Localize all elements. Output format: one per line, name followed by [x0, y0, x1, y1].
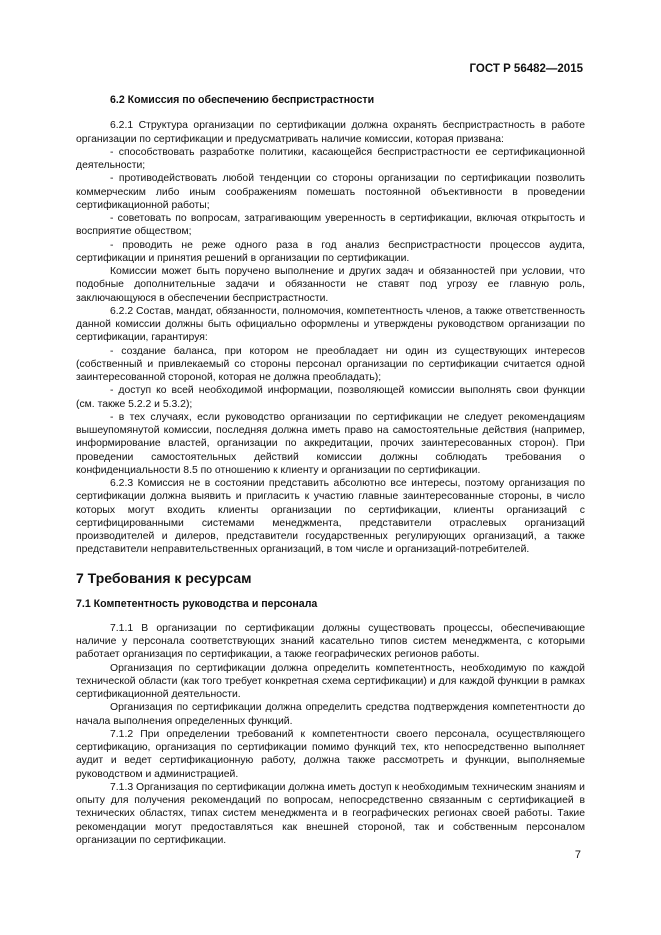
paragraph: 6.2.3 Комиссия не в состоянии представить абсолютно все интересы, поэтому организация по сертификации должна выявить и пригласить к участию главные заинтересованные стороны, в число которых могут входить клиенты организации по сертификации, клиенты организаций с сертифицированными системами менеджмента, представители отраслевых организаций производителей и дилеров, представители государственных регулирующих организаций, а также представители неправительственных организаций, в том числе и организаций-потребителей. [76, 478, 585, 556]
page-number: 7 [574, 849, 581, 861]
section-7-1-heading: 7.1 Компетентность руководства и персонала [76, 597, 318, 610]
paragraph: 7.1.3 Организация по сертификации должна иметь доступ к необходимым техническим знаниям и опыту для получения рекомендаций по вопросам, непосредственно связанным с сертификацией в технических областях, типах систем менеджмента и в географических регионах своей работы. Такие рекомендации могут предоставляться как внешней стороной, так и собственным персоналом организации по сертификации. [76, 781, 585, 846]
document-body [76, 94, 585, 847]
list-item: - доступ ко всей необходимой информации, позволяющей комиссии выполнять свои функции (см. также 5.2.2 и 5.3.2); [76, 385, 585, 410]
list-item: - создание баланса, при котором не преобладает ни один из существующих интересов (собственный и привлекаемый со стороны персонал организации по сертификации считается одной заинтересованной стороной, которая не должна преобладать); [76, 345, 585, 383]
paragraph: Комиссии может быть поручено выполнение и других задач и обязанностей при условии, что подобные дополнительные задачи и обязанности не ставят под угрозу ее главную роль, заключающуюся в обеспечении беспристрастности. [76, 266, 585, 304]
paragraph: 7.1.2 При определении требований к компетентности своего персонала, осуществляющего сертификацию, организация по сертификации помимо функций тех, кто непосредственно выполняет аудит и ведет сертификационную работу, должна также рассмотреть и функции, выполняемые руководством и администрацией. [76, 728, 585, 780]
section-6-2-heading: 6.2 Комиссия по обеспечению беспристрастности [110, 94, 375, 106]
list-item: - способствовать разработке политики, касающейся беспристрастности ее сертификационной деятельности; [76, 146, 585, 171]
paragraph: Организация по сертификации должна определить средства подтверждения компетентности до начала выполнения определенных функций. [76, 702, 585, 727]
list-item: - проводить не реже одного раза в год анализ беспристрастности процессов аудита, сертификации и принятия решений в организации по сертификации. [76, 239, 585, 264]
document-id-header: ГОСТ Р 56482—2015 [469, 63, 583, 75]
paragraph: Организация по сертификации должна определить компетентность, необходимую по каждой технической области (как того требует конкретная схема сертификации) и для каждой функции в рамках сертификационной деятельности. [76, 662, 585, 700]
paragraph: 7.1.1 В организации по сертификации должны существовать процессы, обеспечивающие наличие у персонала соответствующих знаний касательно типов систем менеджмента, с которыми работает организация по сертификации, а также географических регионов работы. [76, 622, 585, 661]
paragraph: 6.2.1 Структура организации по сертификации должна охранять беспристрастность в работе организации по сертификации и предусматривать наличие комиссии, которая призвана: [76, 120, 585, 145]
list-item: - в тех случаях, если руководство организации по сертификации не следует рекомендациям вышеупомянутой комиссии, последняя должна иметь право на самостоятельные действия (например, информирование властей, организации по аккредитации, прочих заинтересованных сторон). При проведении самостоятельных действий комиссии должны соблюдать требования о конфиденциальности 8.5 по отношению к клиенту и организации по сертификации. [76, 411, 585, 476]
paragraph: 6.2.2 Состав, мандат, обязанности, полномочия, компетентность членов, а также ответственность данной комиссии должны быть официально оформлены и утверждены руководством организации по сертификации, гарантируя: [76, 305, 585, 344]
list-item: - советовать по вопросам, затрагивающим уверенность в сертификации, включая открытость и восприятие обществом; [76, 213, 585, 238]
section-7-heading: 7 Требования к ресурсам [76, 569, 252, 586]
list-item: - противодействовать любой тенденции со стороны организации по сертификации позволить коммерческим либо иным соображениям помешать постоянной объективности в проведении сертификационной работы; [76, 173, 585, 211]
